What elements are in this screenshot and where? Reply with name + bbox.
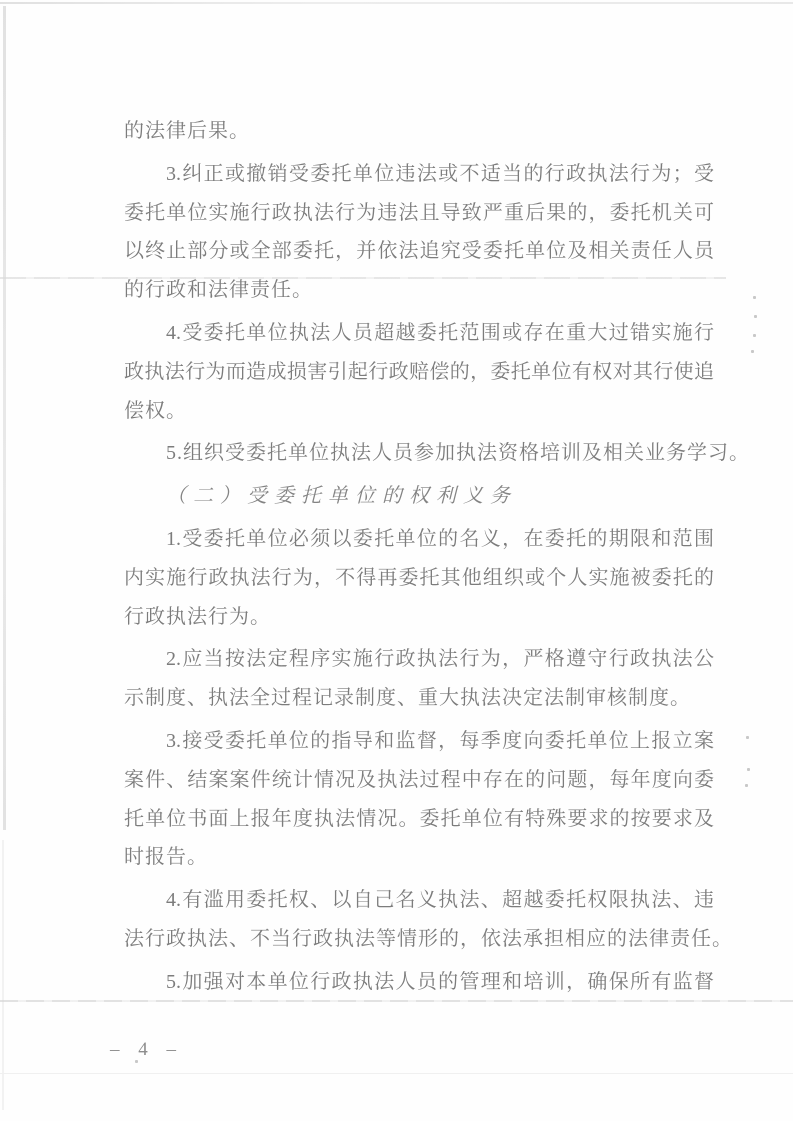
page-number: – 4 – — [110, 1039, 183, 1060]
scan-artifact — [746, 736, 749, 739]
scan-artifact — [753, 334, 756, 337]
text-line: 以终止部分或全部委托，并依法追究受委托单位及相关责任人员 — [124, 240, 714, 263]
text-line: 案件、结案案件统计情况及执法过程中存在的问题，每年度向委 — [124, 768, 714, 791]
scan-artifact — [751, 350, 754, 353]
text-line: 的法律后果。 — [124, 120, 250, 142]
text-line: 5.加强对本单位行政执法人员的管理和培训，确保所有监督 — [166, 970, 714, 993]
text-line: 政执法行为而造成损害引起行政赔偿的，委托单位有权对其行使追 — [124, 360, 714, 383]
text-line: 法行政执法、不当行政执法等情形的，依法承担相应的法律责任。 — [124, 927, 733, 950]
text-line: 偿权。 — [124, 399, 187, 422]
document-text-body — [124, 112, 750, 1002]
text-line: 3.纠正或撤销受委托单位违法或不适当的行政执法行为；受 — [166, 162, 714, 185]
scan-edge-top — [0, 2, 793, 4]
text-line: 托单位书面上报年度执法情况。委托单位有特殊要求的按要求及 — [124, 807, 714, 830]
scan-artifact — [745, 784, 748, 787]
text-line: 4.受委托单位执法人员超越委托范围或存在重大过错实施行 — [166, 321, 714, 344]
text-line: 4.有滥用委托权、以自己名义执法、超越委托权限执法、违 — [166, 889, 714, 912]
text-line: 2.应当按法定程序实施行政执法行为，严格遵守行政执法公 — [166, 648, 714, 671]
text-line: 内实施行政执法行为，不得再委托其他组织或个人实施被委托的 — [124, 566, 714, 589]
scan-artifact — [753, 296, 756, 299]
scan-artifact — [747, 768, 750, 771]
scan-seam-line — [0, 1073, 793, 1074]
scan-artifact — [754, 315, 757, 318]
text-line: 委托单位实施行政执法行为违法且导致严重后果的，委托机关可 — [124, 201, 714, 224]
text-line: 示制度、执法全过程记录制度、重大执法决定法制审核制度。 — [124, 687, 691, 710]
text-line: 时报告。 — [124, 846, 208, 869]
scan-edge-left — [3, 6, 6, 830]
scan-edge-left-lower — [2, 840, 4, 1110]
text-line: 行政执法行为。 — [124, 605, 271, 628]
text-line: 3.接受委托单位的指导和监督，每季度向委托单位上报立案 — [166, 729, 714, 752]
text-line: 的行政和法律责任。 — [124, 279, 313, 302]
text-line: 1.受委托单位必须以委托单位的名义，在委托的期限和范围 — [166, 527, 714, 550]
text-line: 5.组织受委托单位执法人员参加执法资格培训及相关业务学习。 — [166, 442, 750, 465]
section-heading: （二）受委托单位的权利义务 — [166, 485, 517, 508]
